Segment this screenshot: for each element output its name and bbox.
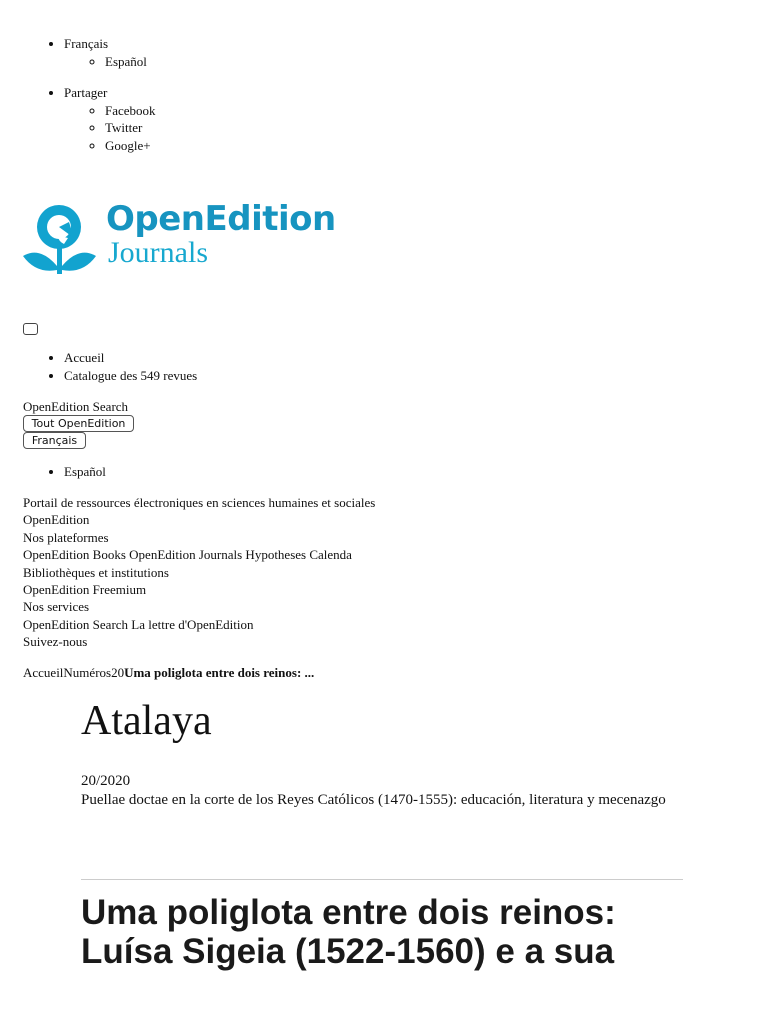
search-language-option-espanol[interactable]: • Español: [64, 463, 106, 480]
issue-info: [81, 772, 691, 810]
language-menu: [64, 35, 156, 70]
journal-title[interactable]: Atalaya: [81, 698, 212, 744]
search-label: OpenEdition Search: [23, 399, 129, 414]
portal-services-links[interactable]: OpenEdition Search La lettre d'OpenEdition: [23, 616, 254, 632]
divider: [81, 879, 683, 880]
portal-services-heading: Nos services: [23, 599, 90, 615]
logo-subtitle: Journals: [108, 236, 208, 269]
breadcrumb-home[interactable]: Accueil: [23, 665, 64, 680]
search-scope-button[interactable]: Tout OpenEdition: [23, 415, 134, 432]
main-nav: [64, 349, 197, 385]
article-title: Uma poliglota entre dois reinos: Luísa Sigeia (1522-1560) e a sua: [81, 893, 616, 971]
share-googleplus-link[interactable]: ◦ Google+: [105, 137, 156, 155]
nav-item-catalogue[interactable]: • Catalogue des 549 revues: [64, 367, 197, 385]
search-section: [23, 398, 134, 449]
share-toggle[interactable]: • Partager ◦ Facebook ◦ Twitter ◦ Google+: [64, 84, 156, 154]
search-language-button[interactable]: Français: [23, 432, 86, 449]
portal-platforms-heading: Nos plateformes: [23, 529, 109, 545]
search-language-options: [64, 463, 106, 480]
breadcrumb-number[interactable]: 20: [111, 665, 125, 680]
menu-toggle-button[interactable]: [23, 323, 38, 335]
openedition-journals-logo[interactable]: [22, 200, 342, 280]
issue-title[interactable]: Puellae doctae en la corte de los Reyes Católicos (1470-1555): educación, literatura y mecenazgo: [81, 792, 666, 808]
breadcrumb: [23, 664, 314, 681]
top-menus: [64, 35, 156, 154]
portal-freemium-link[interactable]: OpenEdition Freemium: [23, 582, 147, 598]
portal-platforms-links[interactable]: OpenEdition Books OpenEdition Journals Hypotheses Calenda: [23, 547, 352, 563]
nav-item-accueil[interactable]: • Accueil: [64, 349, 197, 367]
issue-number[interactable]: 20/2020: [81, 773, 131, 789]
breadcrumb-current: Uma poliglota entre dois reinos: ...: [124, 665, 315, 680]
language-option-espanol[interactable]: ◦ Español: [105, 53, 156, 71]
portal-openedition-link[interactable]: OpenEdition: [23, 512, 90, 528]
logo-wordmark: OpenEdition: [106, 199, 336, 239]
openedition-flower-icon: [22, 200, 102, 280]
share-menu: [64, 84, 156, 154]
portal-libraries-link[interactable]: Bibliothèques et institutions: [23, 564, 169, 580]
share-twitter-link[interactable]: ◦ Twitter: [105, 119, 156, 137]
portal-tagline: Portail de ressources électroniques en sciences humaines et sociales: [23, 495, 376, 510]
portal-info: [23, 494, 375, 651]
breadcrumb-issues[interactable]: Numéros: [63, 665, 112, 680]
portal-follow-heading: Suivez-nous: [23, 634, 88, 650]
language-current[interactable]: • Français ◦ Español: [64, 35, 156, 70]
share-facebook-link[interactable]: ◦ Facebook: [105, 102, 156, 120]
